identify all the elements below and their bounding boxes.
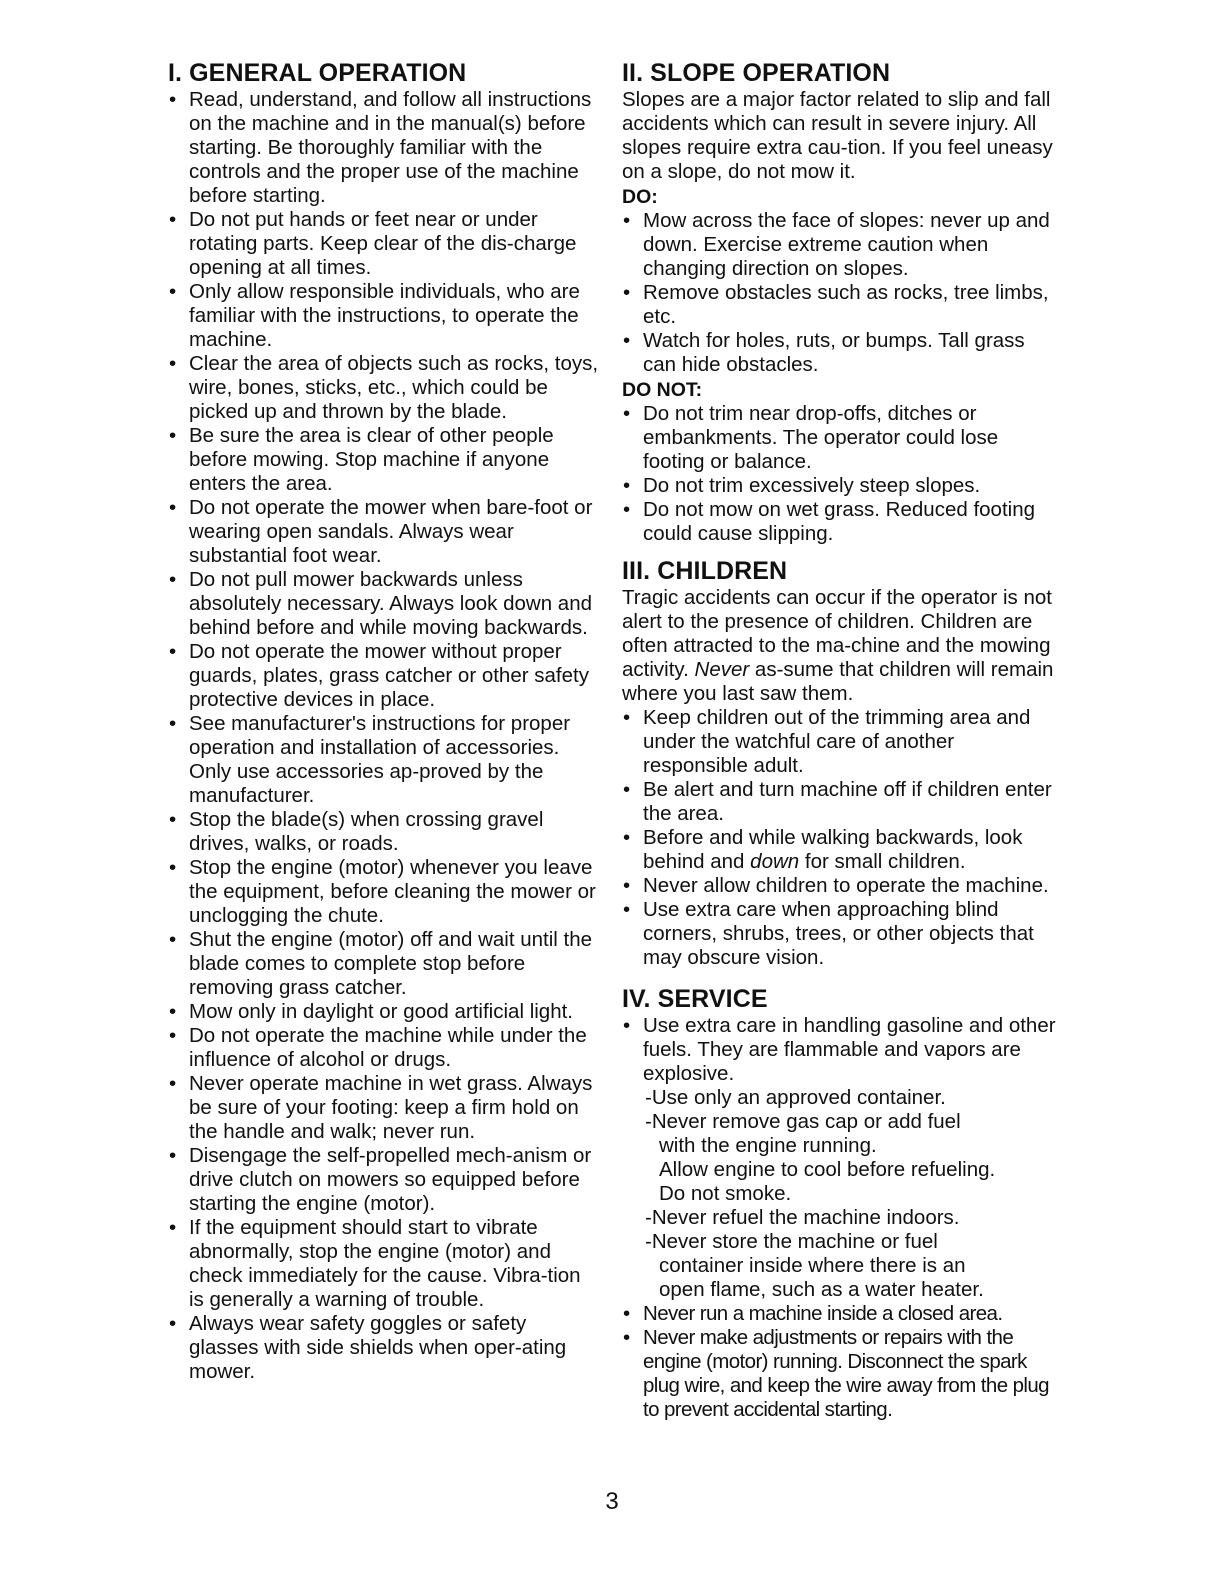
sub-item-continued: open flame, such as a water heater. (659, 1278, 984, 1301)
list-item: • Clear the area of objects such as rocks, toys, wire, bones, sticks, etc., which could be picked up and thrown by the blade. (168, 352, 600, 424)
sub-item: -Use only an approved container. (645, 1086, 946, 1109)
sub-item-note: Do not smoke. (659, 1182, 792, 1205)
fuel-sublist (622, 1086, 1062, 1302)
list-item: • Stop the blade(s) when crossing gravel drives, walks, or roads. (168, 808, 600, 856)
list-item: • Remove obstacles such as rocks, tree limbs, etc. (622, 281, 1062, 329)
list-item: • Do not trim near drop-offs, ditches or embankments. The operator could lose footing or balance. (622, 402, 1062, 474)
sub-item-continued: with the engine running. (659, 1134, 877, 1157)
children-intro-text: Tragic accidents can occur if the operator is not alert to the presence of children. Children are often attracted to the ma-chine and the mowing activity. (622, 586, 1052, 681)
list-item: • Do not put hands or feet near or under rotating parts. Keep clear of the dis-charge opening at all times. (168, 208, 600, 280)
sub-item-note: Allow engine to cool before refueling. (659, 1158, 996, 1181)
list-item: • Never make adjustments or repairs with the engine (motor) running. Disconnect the spark plug wire, and keep the wire away from the plug to prevent accidental starting. (622, 1326, 1062, 1422)
service-list-after (622, 1302, 1062, 1422)
do-not-label: DO NOT: (622, 379, 703, 401)
list-item: • Only allow responsible individuals, who are familiar with the instructions, to operate the machine. (168, 280, 600, 352)
sub-item-continued: container inside where there is an (659, 1254, 966, 1277)
list-item: • Mow across the face of slopes: never up and down. Exercise extreme caution when changing direction on slopes. (622, 209, 1062, 281)
list-item: • Do not operate the mower without proper guards, plates, grass catcher or other safety protective devices in place. (168, 640, 600, 712)
list-item: • If the equipment should start to vibrate abnormally, stop the engine (motor) and check immediately for the cause. Vibra-tion is generally a warning of trouble. (168, 1216, 600, 1312)
list-item: • Be alert and turn machine off if children enter the area. (622, 778, 1062, 826)
service-heading: IV. SERVICE (622, 985, 768, 1013)
children-intro-text-end: as-sume that children will remain where you last saw them. (622, 658, 1054, 705)
list-item: • Do not operate the mower when bare-foot or wearing open sandals. Always wear substantial foot wear. (168, 496, 600, 568)
backwards-text: Before and while walking backwards, look behind and (643, 826, 1023, 873)
list-item: • See manufacturer's instructions for proper operation and installation of accessories. Only use accessories ap-proved by the manufacturer. (168, 712, 600, 808)
list-item: • Do not pull mower backwards unless absolutely necessary. Always look down and behind before and while moving backwards. (168, 568, 600, 640)
service-list (622, 1014, 1062, 1086)
list-item: • Never allow children to operate the machine. (622, 874, 1062, 898)
list-item: • Read, understand, and follow all instructions on the machine and in the manual(s) before starting. Be thoroughly familiar with the controls and the proper use of the machine before starting. (168, 88, 600, 208)
list-item: • Use extra care in handling gasoline and other fuels. They are flammable and vapors are explosive. (622, 1014, 1062, 1086)
list-item: • Disengage the self-propelled mech-anism or drive clutch on mowers so equipped before starting the engine (motor). (168, 1144, 600, 1216)
list-item: • Stop the engine (motor) whenever you leave the equipment, before cleaning the mower or unclogging the chute. (168, 856, 600, 928)
general-operation-heading: I. GENERAL OPERATION (168, 59, 467, 87)
slope-operation-heading: II. SLOPE OPERATION (622, 59, 891, 87)
list-item: • Mow only in daylight or good artificial light. (168, 1000, 600, 1024)
page-number: 3 (605, 1488, 619, 1515)
list-item: • Keep children out of the trimming area and under the watchful care of another responsible adult. (622, 706, 1062, 778)
list-item: • Shut the engine (motor) off and wait until the blade comes to complete stop before removing grass catcher. (168, 928, 600, 1000)
children-intro (622, 586, 1062, 706)
slope-dont-list (622, 402, 1062, 546)
sub-item: -Never refuel the machine indoors. (645, 1206, 960, 1229)
list-item: • Never operate machine in wet grass. Always be sure of your footing: keep a firm hold on the handle and walk; never run. (168, 1072, 600, 1144)
sub-item: -Never store the machine or fuel (645, 1230, 938, 1253)
list-item: • Use extra care when approaching blind corners, shrubs, trees, or other objects that may obscure vision. (622, 898, 1062, 970)
left-column (168, 58, 600, 1384)
slope-intro: Slopes are a major factor related to slip and fall accidents which can result in severe injury. All slopes require extra cau-tion. If you feel uneasy on a slope, do not mow it. (622, 88, 1053, 183)
do-label: DO: (622, 186, 658, 208)
list-item: • Do not trim excessively steep slopes. (622, 474, 1062, 498)
list-item: • Do not mow on wet grass. Reduced footing could cause slipping. (622, 498, 1062, 546)
list-item (622, 826, 1062, 874)
children-list (622, 706, 1062, 970)
list-item: • Never run a machine inside a closed area. (622, 1302, 1062, 1326)
list-item: • Always wear safety goggles or safety glasses with side shields when oper-ating mower. (168, 1312, 600, 1384)
slope-do-list (622, 209, 1062, 377)
children-heading: III. CHILDREN (622, 557, 788, 585)
list-item: • Do not operate the machine while under the influence of alcohol or drugs. (168, 1024, 600, 1072)
general-operation-list (168, 88, 600, 1384)
backwards-text-end: for small children. (804, 850, 966, 873)
list-item: • Watch for holes, ruts, or bumps. Tall grass can hide obstacles. (622, 329, 1062, 377)
list-item: • Be sure the area is clear of other people before mowing. Stop machine if anyone enters the area. (168, 424, 600, 496)
sub-item: -Never remove gas cap or add fuel (645, 1110, 961, 1133)
right-column (622, 58, 1062, 1422)
backwards-emphasis: down (750, 850, 800, 873)
children-intro-emphasis: Never (694, 658, 750, 681)
